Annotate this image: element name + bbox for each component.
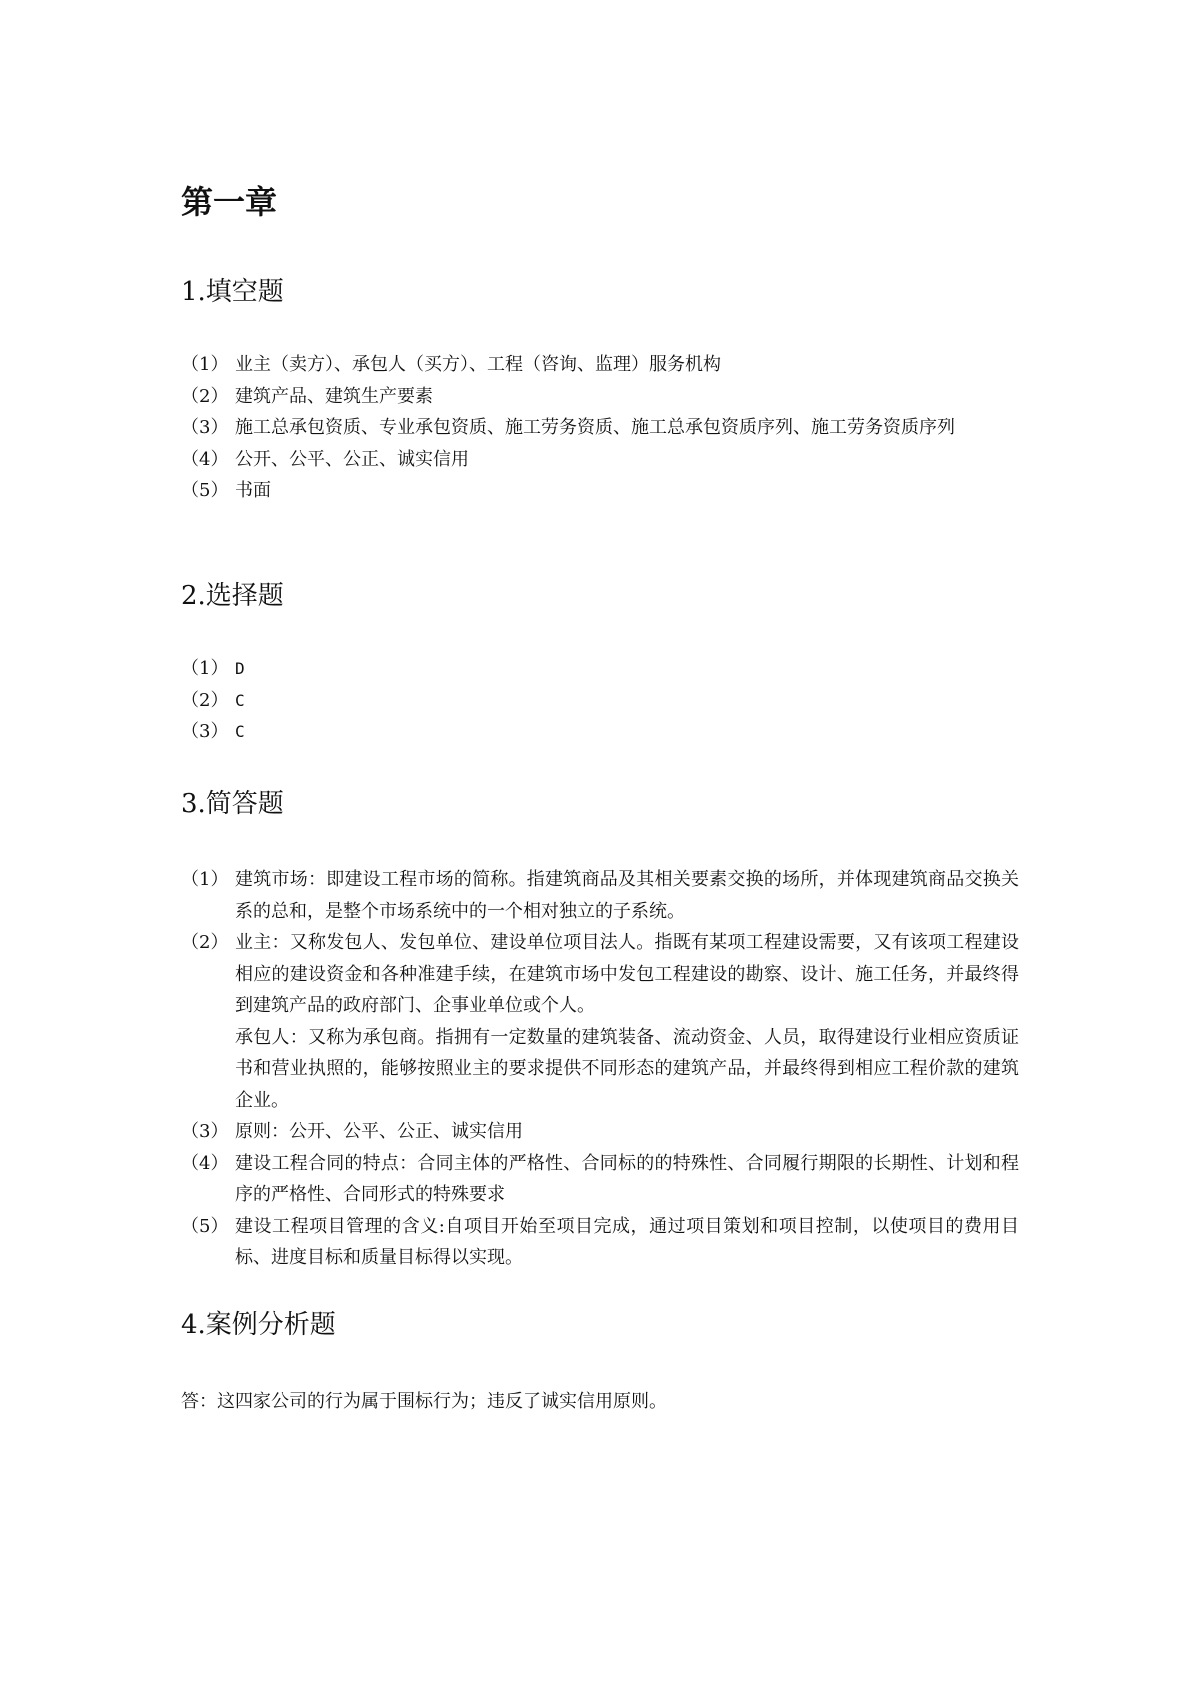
list-item — [181, 349, 1019, 381]
item-text: 建设工程合同的特点：合同主体的严格性、合同标的的特殊性、合同履行期限的长期性、计划和程序的严格性、合同形式的特殊要求 — [235, 1152, 1019, 1205]
list-item — [181, 864, 1019, 927]
item-text: 业主（卖方）、承包人（买方）、工程（咨询、监理）服务机构 — [235, 354, 721, 375]
item-text: C — [235, 722, 245, 741]
item-text: C — [235, 690, 245, 710]
section-heading-fill-blank: 1.填空题 — [181, 277, 284, 307]
list-item — [181, 1211, 1019, 1274]
item-text: 业主：又称发包人、发包单位、建设单位项目法人。指既有某项工程建设需要，又有该项工程建设相应的建设资金和各种准建手续，在建筑市场中发包工程建设的勘察、设计、施工任务，并最终得到建筑产品的政府部门、企事业单位或个人。 承包人：又称为承包商。指拥有一定数量的建筑装备、流动资金、人员，取得建设行业相应资质证书和营业执照的，能够按照业主的要求提供不同形态的建筑产品，并最终得到相应工程价款的建筑企业。 — [235, 932, 1019, 1111]
item-text: 公开、公平、公正、诚实信用 — [235, 448, 469, 470]
item-number: （2） — [181, 385, 229, 407]
item-number: （3） — [181, 417, 229, 438]
item-number: （1） — [181, 354, 229, 375]
list-item — [181, 653, 1019, 685]
item-number: （2） — [181, 689, 229, 711]
list-item — [181, 381, 1019, 413]
case-analysis-answer: 答：这四家公司的行为属于围标行为；违反了诚实信用原则。 — [181, 1391, 667, 1412]
section-heading-short-answer: 3.简答题 — [181, 789, 284, 819]
item-number: （3） — [181, 1121, 229, 1142]
item-number: （1） — [181, 869, 229, 890]
list-item — [181, 685, 1019, 717]
list-item — [181, 444, 1019, 476]
choice-list — [181, 653, 1019, 748]
section-heading-choice: 2.选择题 — [181, 581, 284, 611]
item-text: 施工总承包资质、专业承包资质、施工劳务资质、施工总承包资质序列、施工劳务资质序列 — [235, 417, 955, 438]
item-text: 建筑市场：即建设工程市场的简称。指建筑商品及其相关要素交换的场所，并体现建筑商品交换关系的总和，是整个市场系统中的一个相对独立的子系统。 — [235, 869, 1019, 922]
list-item — [181, 927, 1019, 1116]
item-text: 书面 — [235, 480, 271, 501]
item-number: （4） — [181, 1152, 229, 1174]
item-number: （5） — [181, 1215, 229, 1237]
item-number: （5） — [181, 480, 229, 501]
list-item — [181, 716, 1019, 748]
item-number: （1） — [181, 658, 229, 679]
item-number: （2） — [181, 932, 229, 953]
list-item — [181, 475, 1019, 507]
item-number: （4） — [181, 448, 229, 470]
item-text: 建筑产品、建筑生产要素 — [235, 385, 433, 407]
fill-blank-list — [181, 349, 1019, 507]
section-heading-case-analysis: 4.案例分析题 — [181, 1310, 336, 1340]
item-text: D — [235, 659, 245, 678]
list-item — [181, 1148, 1019, 1211]
chapter-title: 第一章 — [181, 183, 278, 221]
item-text: 建设工程项目管理的含义:自项目开始至项目完成，通过项目策划和项目控制，以使项目的费用目标、进度目标和质量目标得以实现。 — [235, 1215, 1019, 1268]
list-item — [181, 1116, 1019, 1148]
short-answer-list — [181, 864, 1019, 1274]
item-text: 原则：公开、公平、公正、诚实信用 — [235, 1121, 523, 1142]
item-number: （3） — [181, 721, 229, 742]
list-item — [181, 412, 1019, 444]
